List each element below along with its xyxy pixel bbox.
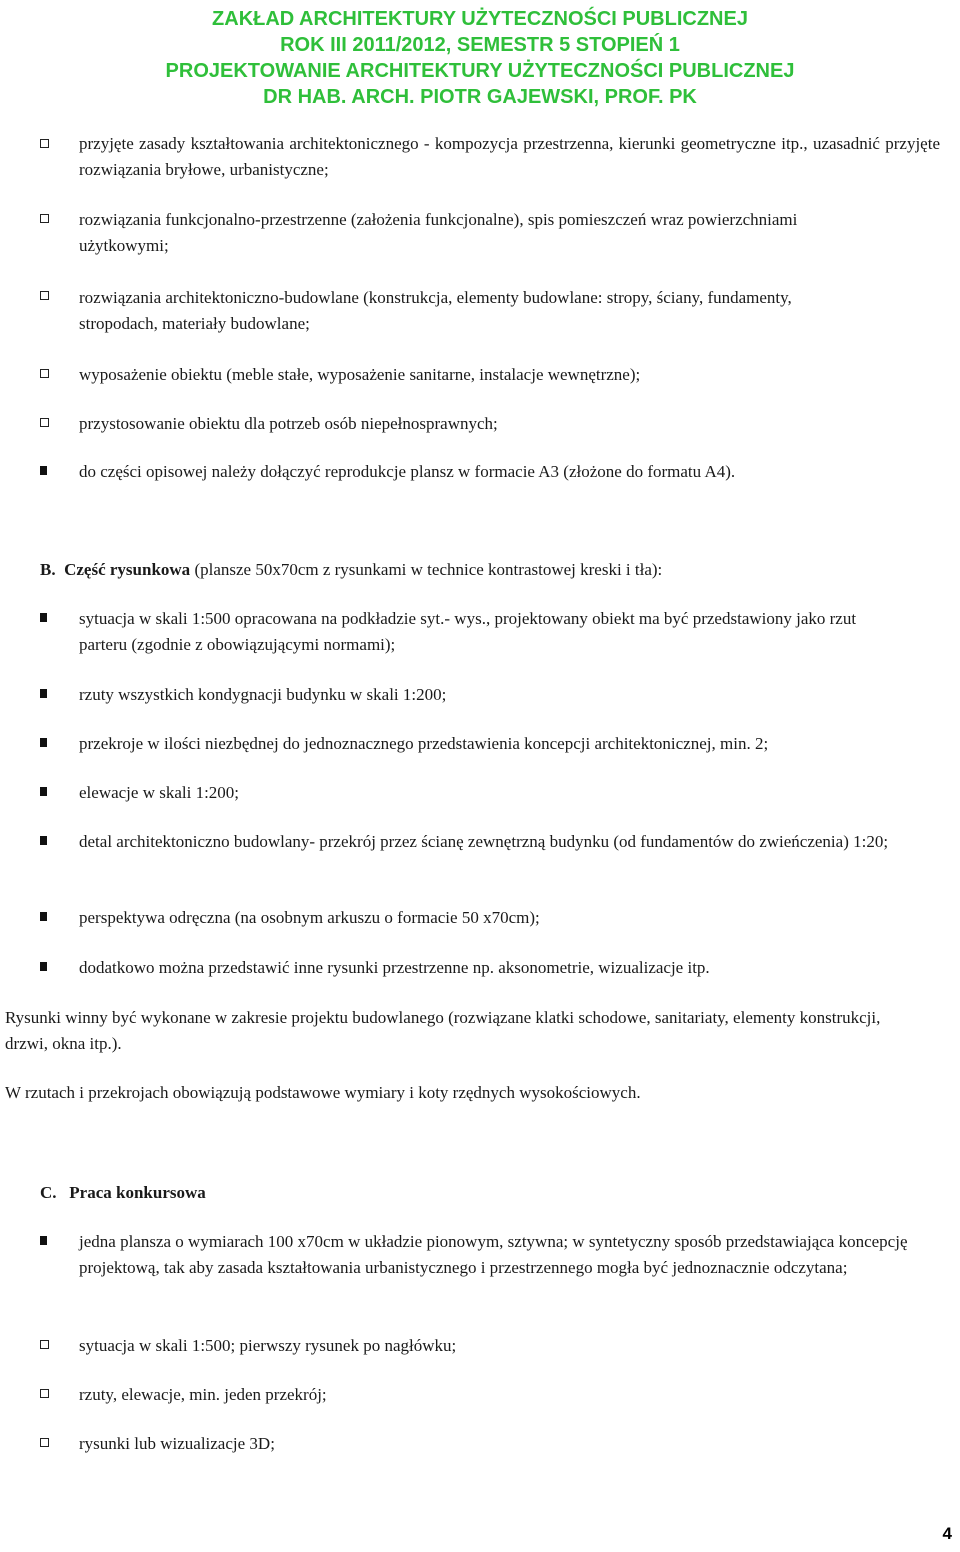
section-b-heading [40,557,662,583]
solid-bullet-icon [40,466,47,475]
list-item: sytuacja w skali 1:500; pierwszy rysunek po nagłówku; [79,1336,457,1355]
solid-bullet-icon [40,787,47,796]
list-item: jedna plansza o wymiarach 100 x70cm w układzie pionowym, sztywna; w syntetyczny sposób przedstawiająca koncepcję projektową, tak aby zasada kształtowania urbanistycznego i przestrzennego mogła być jednoznacznie odczytana; [79,1232,908,1277]
list-item: rozwiązania funkcjonalno-przestrzenne (założenia funkcjonalne), spis pomieszczeń wraz powierzchniami użytkowymi; [79,210,798,255]
section-b-title: Część rysunkowa [64,560,191,579]
list-item: elewacje w skali 1:200; [79,783,240,802]
hollow-bullet-icon [40,291,49,300]
hollow-bullet-icon [40,139,49,148]
header-line-4: DR HAB. ARCH. PIOTR GAJEWSKI, PROF. PK [263,86,697,108]
list-item: przystosowanie obiektu dla potrzeb osób niepełnosprawnych; [79,414,498,433]
paragraph-dimensions: W rzutach i przekrojach obowiązują podstawowe wymiary i koty rzędnych wysokościowych. [5,1083,641,1102]
hollow-bullet-icon [40,1438,49,1447]
list-item: rozwiązania architektoniczno-budowlane (konstrukcja, elementy budowlane: stropy, ściany, fundamenty, stropodach, materiały budowlane; [79,288,792,333]
header-line-2: ROK III 2011/2012, SEMESTR 5 STOPIEŃ 1 [280,34,680,56]
list-item: dodatkowo można przedstawić inne rysunki przestrzenne np. aksonometrie, wizualizacje itp. [79,958,710,977]
list-item: rzuty wszystkich kondygnacji budynku w skali 1:200; [79,685,447,704]
section-b-subtitle: (plansze 50x70cm z rysunkami w technice kontrastowej kreski i tła): [190,560,663,579]
section-b-letter: B. [40,560,56,579]
solid-bullet-icon [40,962,47,971]
hollow-bullet-icon [40,1389,49,1398]
solid-bullet-icon [40,738,47,747]
list-item: rzuty, elewacje, min. jeden przekrój; [79,1385,327,1404]
list-item: przyjęte zasady kształtowania architektonicznego - kompozycja przestrzenna, kierunki geometryczne itp., uzasadnić przyjęte rozwiązania bryłowe, urbanistyczne; [79,134,940,179]
list-item: rysunki lub wizualizacje 3D; [79,1434,275,1453]
list-item: detal architektoniczno budowlany- przekrój przez ścianę zewnętrzną budynku (od fundamentów do zwieńczenia) 1:20; [79,832,889,851]
header-line-1: ZAKŁAD ARCHITEKTURY UŻYTECZNOŚCI PUBLICZNEJ [212,8,748,30]
hollow-bullet-icon [40,214,49,223]
solid-bullet-icon [40,613,47,622]
solid-bullet-icon [40,912,47,921]
solid-bullet-icon [40,1236,47,1245]
solid-bullet-icon [40,836,47,845]
hollow-bullet-icon [40,1340,49,1349]
section-c-heading [40,1180,206,1206]
hollow-bullet-icon [40,418,49,427]
paragraph-drawings-scope: Rysunki winny być wykonane w zakresie projektu budowlanego (rozwiązane klatki schodowe, sanitariaty, elementy konstrukcji, drzwi, okna itp.). [5,1008,881,1053]
hollow-bullet-icon [40,369,49,378]
page-number: 4 [942,1524,952,1543]
list-item: do części opisowej należy dołączyć reprodukcje plansz w formacie A3 (złożone do formatu A4). [79,462,736,481]
document-header [0,6,960,110]
section-c-title: Praca konkursowa [69,1183,206,1202]
list-item: przekroje w ilości niezbędnej do jednoznacznego przedstawienia koncepcji architektonicznej, min. 2; [79,734,769,753]
header-line-3: PROJEKTOWANIE ARCHITEKTURY UŻYTECZNOŚCI PUBLICZNEJ [165,60,795,82]
solid-bullet-icon [40,689,47,698]
section-c-letter: C. [40,1183,57,1202]
list-item: perspektywa odręczna (na osobnym arkuszu o formacie 50 x70cm); [79,908,540,927]
list-item: wyposażenie obiektu (meble stałe, wyposażenie sanitarne, instalacje wewnętrzne); [79,365,641,384]
list-item: sytuacja w skali 1:500 opracowana na podkładzie syt.- wys., projektowany obiekt ma być przedstawiony jako rzut parteru (zgodnie z obowiązującymi normami); [79,609,857,654]
